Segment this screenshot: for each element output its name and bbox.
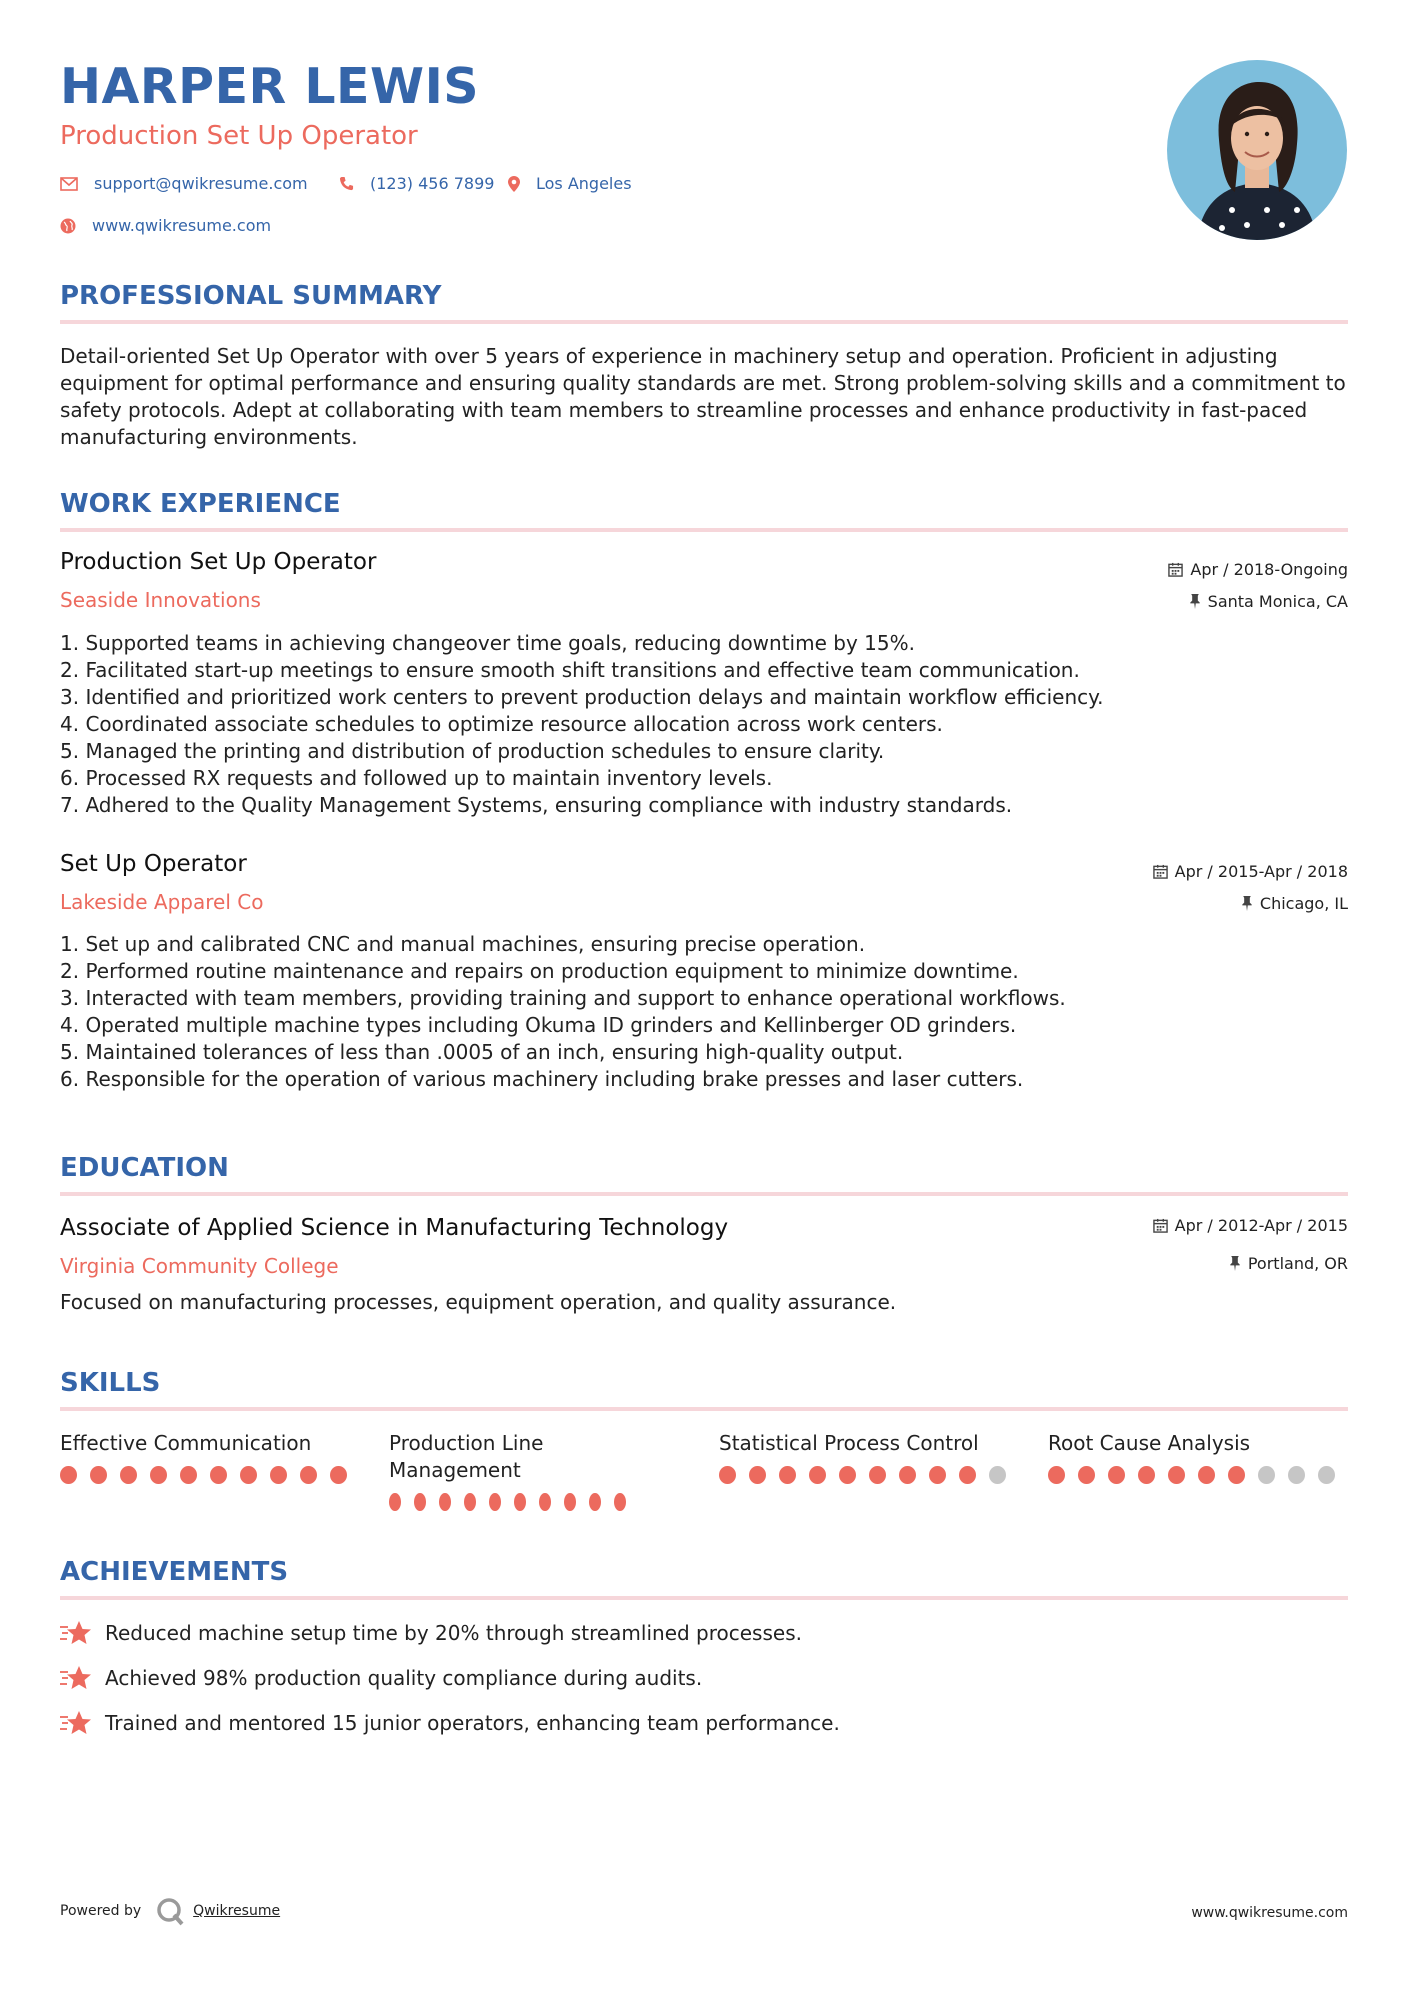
section-title-experience: WORK EXPERIENCE [60,489,341,519]
calendar-icon [1168,562,1183,577]
footer-powered-by [60,1896,280,1926]
skill-dot-filled [1138,1466,1155,1484]
job-dates-text: Apr / 2018-Ongoing [1190,560,1348,579]
phone-icon [339,176,354,191]
pushpin-icon [1229,1256,1241,1271]
section-divider [60,1596,1348,1600]
achievement-item [60,1710,840,1736]
skill-dot-filled [1048,1466,1065,1484]
skill-item [719,1430,1019,1484]
email-text[interactable]: support@qwikresume.com [94,174,308,193]
job-bullets [60,931,1066,1093]
section-divider [60,320,1348,324]
list-item: 5. Maintained tolerances of less than .0005 of an inch, ensuring high-quality output. [60,1040,904,1064]
skill-item [60,1430,360,1484]
section-title-skills: SKILLS [60,1368,161,1398]
list-item: 1. Set up and calibrated CNC and manual machines, ensuring precise operation. [60,932,866,956]
skill-dot-filled [869,1466,886,1484]
job-dates-text: Apr / 2015-Apr / 2018 [1174,862,1348,881]
skill-dot-filled [464,1493,476,1511]
list-item: 4. Operated multiple machine types including Okuma ID grinders and Kellinberger OD grinders. [60,1013,1017,1037]
job-dates [1153,862,1348,881]
footer-website[interactable]: www.qwikresume.com [1191,1905,1348,1921]
skill-name: Root Cause Analysis [1048,1431,1251,1455]
skill-dot-empty [1258,1466,1275,1484]
skill-dot-filled [749,1466,766,1484]
skill-dot-filled [959,1466,976,1484]
map-pin-icon [508,176,520,192]
skill-dot-filled [564,1493,576,1511]
skill-dot-filled [90,1466,107,1484]
star-icon [60,1665,92,1691]
list-item: 7. Adhered to the Quality Management Systems, ensuring compliance with industry standards. [60,793,1013,817]
education-dates-text: Apr / 2012-Apr / 2015 [1174,1216,1348,1235]
skill-name: Effective Communication [60,1431,312,1455]
skill-dot-filled [779,1466,796,1484]
job-title: Set Up Operator [60,851,247,877]
skill-rating [389,1493,639,1511]
skill-name: Statistical Process Control [719,1431,979,1455]
degree-title: Associate of Applied Science in Manufacturing Technology [60,1215,729,1241]
skill-dot-filled [589,1493,601,1511]
skill-dot-filled [240,1466,257,1484]
education-description: Focused on manufacturing processes, equipment operation, and quality assurance. [60,1290,897,1314]
skill-item [1048,1430,1348,1484]
achievement-item [60,1665,702,1691]
education-location [1229,1254,1348,1273]
phone-contact[interactable] [339,174,494,193]
location-contact [508,174,632,193]
skill-dot-filled [439,1493,451,1511]
section-divider [60,1407,1348,1411]
education-location-text: Portland, OR [1247,1254,1348,1273]
achievement-text: Reduced machine setup time by 20% through streamlined processes. [105,1621,802,1645]
achievement-item [60,1620,802,1646]
skill-dot-empty [989,1466,1006,1484]
skill-dot-filled [389,1493,401,1511]
profile-photo [1167,60,1347,240]
job-location [1241,894,1348,913]
skill-dot-filled [120,1466,137,1484]
skill-dot-filled [330,1466,347,1484]
school-name: Virginia Community College [60,1254,339,1278]
skill-dot-filled [614,1493,626,1511]
skill-dot-filled [414,1493,426,1511]
pushpin-icon [1241,896,1253,911]
pushpin-icon [1189,594,1201,609]
skill-dot-empty [1318,1466,1335,1484]
website-contact[interactable] [60,216,271,235]
skill-dot-filled [929,1466,946,1484]
website-text[interactable]: www.qwikresume.com [92,216,272,235]
skill-dot-filled [809,1466,826,1484]
skill-dot-filled [839,1466,856,1484]
job-company: Lakeside Apparel Co [60,890,264,914]
list-item: 5. Managed the printing and distribution of production schedules to ensure clarity. [60,739,885,763]
calendar-icon [1153,1218,1168,1233]
job-location-text: Chicago, IL [1259,894,1348,913]
skill-dot-filled [210,1466,227,1484]
envelope-icon [60,177,78,191]
skill-dot-filled [514,1493,526,1511]
skill-dot-filled [1168,1466,1185,1484]
skill-dot-filled [1198,1466,1215,1484]
skill-dot-empty [1288,1466,1305,1484]
phone-text[interactable]: (123) 456 7899 [370,174,495,193]
section-title-achievements: ACHIEVEMENTS [60,1557,289,1587]
job-bullets [60,630,1104,819]
section-divider [60,528,1348,532]
skill-name: Production Line Management [389,1431,544,1482]
globe-icon [60,218,76,234]
job-location [1189,592,1348,611]
skill-dot-filled [270,1466,287,1484]
candidate-role: Production Set Up Operator [60,121,418,151]
achievement-text: Trained and mentored 15 junior operators, enhancing team performance. [105,1711,840,1735]
star-icon [60,1620,92,1646]
list-item: 3. Identified and prioritized work centers to prevent production delays and maintain workflow efficiency. [60,685,1104,709]
qwikresume-logo-icon [155,1896,185,1926]
qwikresume-link[interactable]: Qwikresume [193,1903,281,1919]
summary-text: Detail-oriented Set Up Operator with over 5 years of experience in machinery setup and operation. Proficient in adjusting equipment for optimal performance and ensuring quality standards are met. Strong problem-solving skills and a commitment to safety protocols. Adept at collaborating with team members to streamline processes and enhance productivity in fast-paced manufacturing environments. [60,344,1346,449]
list-item: 6. Processed RX requests and followed up to maintain inventory levels. [60,766,773,790]
skill-rating [60,1466,360,1484]
achievement-text: Achieved 98% production quality compliance during audits. [105,1666,703,1690]
skill-dot-filled [60,1466,77,1484]
location-text: Los Angeles [536,174,632,193]
job-dates [1168,560,1348,579]
candidate-name: HARPER LEWIS [60,58,480,115]
education-dates [1153,1216,1348,1235]
skill-dot-filled [150,1466,167,1484]
list-item: 4. Coordinated associate schedules to optimize resource allocation across work centers. [60,712,943,736]
section-title-education: EDUCATION [60,1153,229,1183]
list-item: 1. Supported teams in achieving changeover time goals, reducing downtime by 15%. [60,631,915,655]
email-contact[interactable] [60,174,308,193]
section-title-summary: PROFESSIONAL SUMMARY [60,281,442,311]
skill-dot-filled [719,1466,736,1484]
skill-dot-filled [1108,1466,1125,1484]
skill-dot-filled [539,1493,551,1511]
job-company: Seaside Innovations [60,588,261,612]
list-item: 3. Interacted with team members, providing training and support to enhance operational workflows. [60,986,1066,1010]
skill-dot-filled [1078,1466,1095,1484]
powered-by-label: Powered by [60,1903,142,1919]
skill-item [389,1430,639,1511]
skill-dot-filled [899,1466,916,1484]
skill-rating [1048,1466,1348,1484]
job-title: Production Set Up Operator [60,549,377,575]
calendar-icon [1153,864,1168,879]
skill-dot-filled [180,1466,197,1484]
list-item: 2. Performed routine maintenance and repairs on production equipment to minimize downtime. [60,959,1019,983]
skill-dot-filled [1228,1466,1245,1484]
job-location-text: Santa Monica, CA [1207,592,1348,611]
section-divider [60,1192,1348,1196]
list-item: 2. Facilitated start-up meetings to ensure smooth shift transitions and effective team communication. [60,658,1080,682]
skill-dot-filled [489,1493,501,1511]
star-icon [60,1710,92,1736]
list-item: 6. Responsible for the operation of various machinery including brake presses and laser cutters. [60,1067,1024,1091]
skill-dot-filled [300,1466,317,1484]
skill-rating [719,1466,1019,1484]
